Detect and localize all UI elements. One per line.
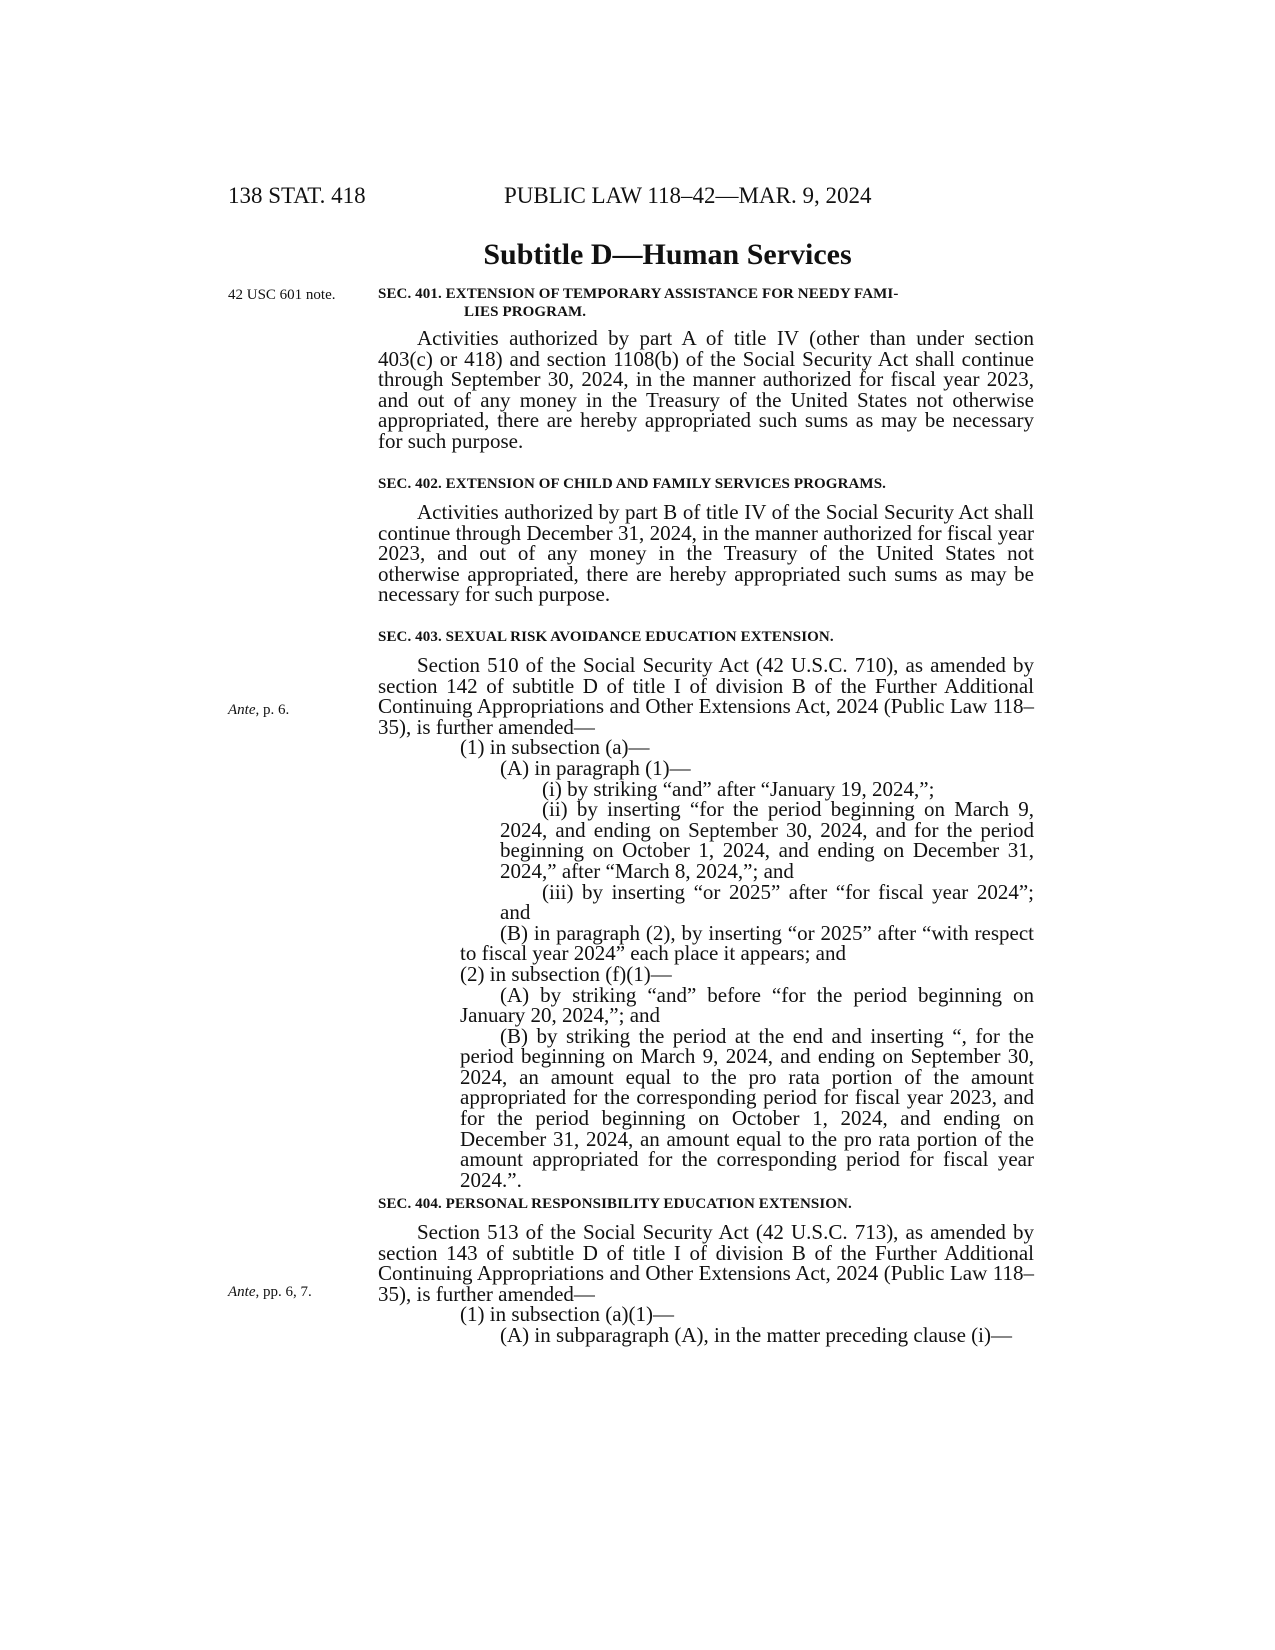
- section-403-para-1-B: (B) in paragraph (2), by inserting “or 2025” after “with respect to fiscal year 2024” each place it appears; and: [460, 920, 1034, 966]
- margin-note-ante-2-italic: Ante: [228, 1284, 256, 1300]
- section-403-para-1-A: (A) in paragraph (1)—: [500, 755, 691, 780]
- section-404-para-1-A: (A) in subparagraph (A), in the matter preceding clause (i)—: [500, 1322, 1012, 1347]
- margin-note-ante-2: [228, 1283, 312, 1301]
- section-404-intro: Section 513 of the Social Security Act (42 U.S.C. 713), as amended by section 143 of subtitle D of title I of division B of the Further Additional Continuing Appropriations and Other Extensions Act, 2024 (Public Law 118–35), is further amended—: [378, 1220, 1034, 1306]
- section-404-heading: SEC. 404. PERSONAL RESPONSIBILITY EDUCATION EXTENSION.: [378, 1196, 852, 1212]
- section-403-para-1-A-i: (i) by striking “and” after “January 19, 2024,”;: [542, 776, 935, 801]
- margin-note-ante-1-rest: , p. 6.: [255, 702, 290, 718]
- section-402: [378, 475, 1034, 605]
- section-404: [378, 1195, 1034, 1346]
- margin-note-ante-2-rest: , pp. 6, 7.: [255, 1284, 312, 1300]
- section-403-para-2-A: (A) by striking “and” before “for the period beginning on January 20, 2024,”; and: [460, 982, 1034, 1028]
- section-401-heading-line1: SEC. 401. EXTENSION OF TEMPORARY ASSISTANCE FOR NEEDY FAMI-: [378, 286, 899, 302]
- section-401-text: Activities authorized by part A of title IV (other than under section 403(c) or 418) and section 1108(b) of the Social Security Act shall continue through September 30, 2024, in the manner authorized for fiscal year 2023, and out of any money in the Treasury of the United States not otherwise appropriated, there are hereby appropriated such sums as may be necessary for such purpose.: [378, 326, 1034, 453]
- stat-page-number: 138 STAT. 418: [228, 183, 366, 208]
- section-403: [378, 628, 1034, 1190]
- section-403-heading: SEC. 403. SEXUAL RISK AVOIDANCE EDUCATION EXTENSION.: [378, 629, 834, 645]
- section-403-intro: Section 510 of the Social Security Act (42 U.S.C. 710), as amended by section 142 of subtitle D of title I of division B of the Further Additional Continuing Appropriations and Other Extensions Act, 2024 (Public Law 118–35), is further amended—: [378, 653, 1034, 739]
- section-402-text: Activities authorized by part B of title IV of the Social Security Act shall continue through December 31, 2024, in the manner authorized for fiscal year 2023, and out of any money in the Treasury of the United States not otherwise appropriated, there are hereby appropriated such sums as may be necessary for such purpose.: [378, 500, 1034, 607]
- margin-note-ante-1-italic: Ante: [228, 702, 256, 718]
- section-403-para-1-A-ii: (ii) by inserting “for the period beginning on March 9, 2024, and ending on September 30, 2024, and for the period beginning on October 1, 2024, and ending on December 31, 2024,” after “March 8, 2024,”; and: [500, 797, 1034, 883]
- subtitle-heading: Subtitle D—Human Services: [483, 238, 852, 271]
- section-403-para-1: (1) in subsection (a)—: [460, 735, 650, 760]
- section-403-para-2: (2) in subsection (f)(1)—: [460, 961, 672, 986]
- margin-note-ante-1: [228, 701, 289, 719]
- running-head: PUBLIC LAW 118–42—MAR. 9, 2024: [504, 183, 872, 208]
- section-401-heading: [378, 285, 1034, 321]
- section-404-para-1: (1) in subsection (a)(1)—: [460, 1302, 675, 1327]
- section-401: [378, 285, 1034, 452]
- section-402-heading: SEC. 402. EXTENSION OF CHILD AND FAMILY SERVICES PROGRAMS.: [378, 476, 886, 492]
- section-403-para-2-B: (B) by striking the period at the end and inserting “, for the period beginning on March 9, 2024, and ending on September 30, 2024, an amount equal to the pro rata portion of the amount appropriated for the corresponding period for fiscal year 2023, and for the period beginning on October 1, 2024, and ending on December 31, 2024, an amount equal to the pro rata portion of the amount appropriated for the corresponding period for fiscal year 2024.”.: [460, 1023, 1034, 1192]
- margin-note-usc: 42 USC 601 note.: [228, 287, 336, 303]
- section-401-heading-line2: LIES PROGRAM.: [464, 304, 587, 320]
- section-403-para-1-A-iii: (iii) by inserting “or 2025” after “for fiscal year 2024”; and: [500, 879, 1034, 925]
